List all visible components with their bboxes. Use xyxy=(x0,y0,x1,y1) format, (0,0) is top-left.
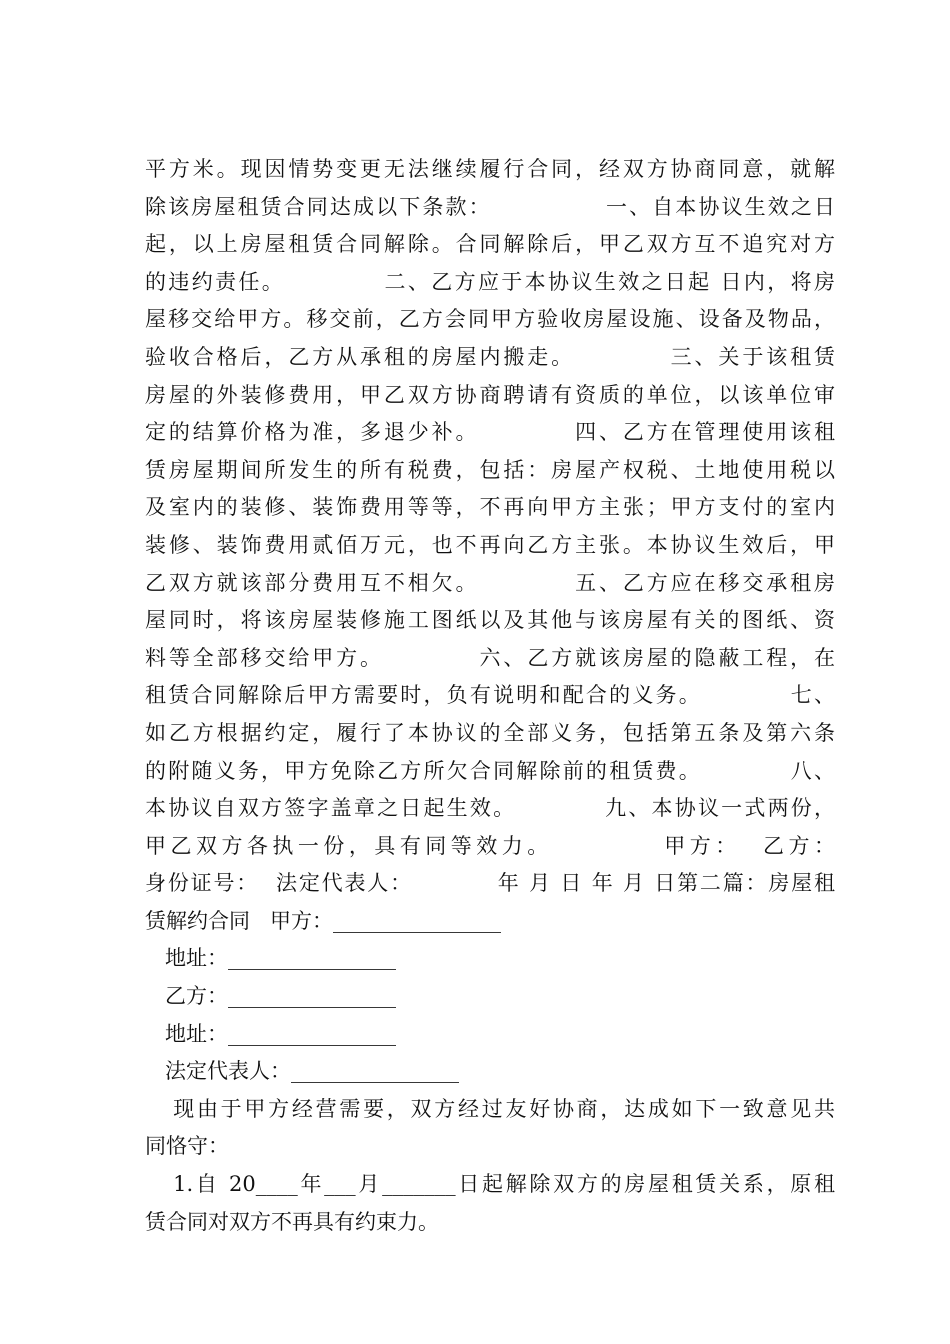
text-line: 本协议自双方签字盖章之日起生效。 九、本协议一式两份， xyxy=(145,796,835,821)
text-line: 赁房屋期间所发生的所有税费，包括：房屋产权税、土地使用税以 xyxy=(145,457,835,482)
text-line: 1.自 20____年___月_______日起解除双方的房屋租赁关系，原租 xyxy=(145,1172,835,1197)
text-line: 现由于甲方经营需要，双方经过友好协商，达成如下一致意见共 xyxy=(145,1096,835,1121)
text-line: 起，以上房屋租赁合同解除。合同解除后，甲乙双方互不追究对方 xyxy=(145,232,835,257)
text-line: 平方米。现因情势变更无法继续履行合同，经双方协商同意，就解 xyxy=(145,157,835,181)
text-line: 乙双方就该部分费用互不相欠。 五、乙方应在移交承租房 xyxy=(145,570,835,595)
text-line: 除该房屋租赁合同达成以下条款： 一、自本协议生效之日 xyxy=(145,194,835,219)
text-line: 定的结算价格为准，多退少补。 四、乙方在管理使用该租 xyxy=(145,420,835,445)
text-line: 验收合格后，乙方从承租的房屋内搬走。 三、关于该租赁 xyxy=(145,344,835,369)
text-line: 房屋的外装修费用，甲乙双方协商聘请有资质的单位，以该单位审 xyxy=(145,382,835,407)
text-line: 屋同时，将该房屋装修施工图纸以及其他与该房屋有关的图纸、资 xyxy=(145,608,835,633)
text-line: 赁解约合同 甲方：________________ xyxy=(145,908,502,933)
text-line: 如乙方根据约定，履行了本协议的全部义务，包括第五条及第六条 xyxy=(145,720,835,745)
text-line: 的附随义务，甲方免除乙方所欠合同解除前的租赁费。 八、 xyxy=(145,758,835,783)
document-body xyxy=(145,151,835,1241)
text-line: 及室内的装修、装饰费用等等，不再向甲方主张；甲方支付的室内 xyxy=(145,495,835,520)
text-line: 租赁合同解除后甲方需要时，负有说明和配合的义务。 七、 xyxy=(145,683,835,708)
text-line: 地址：________________ xyxy=(145,1021,397,1046)
text-line: 身份证号： 法定代表人： 年 月 日 年 月 日第二篇：房屋租 xyxy=(145,871,835,896)
text-line: 的违约责任。 二、乙方应于本协议生效之日起 日内，将房 xyxy=(145,269,835,294)
text-line: 料等全部移交给甲方。 六、乙方就该房屋的隐蔽工程，在 xyxy=(145,645,835,670)
text-line: 地址：________________ xyxy=(145,946,397,971)
text-line: 赁合同对双方不再具有约束力。 xyxy=(145,1209,439,1234)
text-line: 同恪守： xyxy=(145,1134,229,1159)
text-line: 法定代表人：________________ xyxy=(145,1059,460,1084)
text-line: 甲乙双方各执一份，具有同等效力。 甲方： 乙方： xyxy=(145,833,835,858)
text-line: 乙方：________________ xyxy=(145,984,397,1009)
text-line: 屋移交给甲方。移交前，乙方会同甲方验收房屋设施、设备及物品， xyxy=(145,307,835,332)
text-line: 装修、装饰费用贰佰万元，也不再向乙方主张。本协议生效后，甲 xyxy=(145,532,835,557)
